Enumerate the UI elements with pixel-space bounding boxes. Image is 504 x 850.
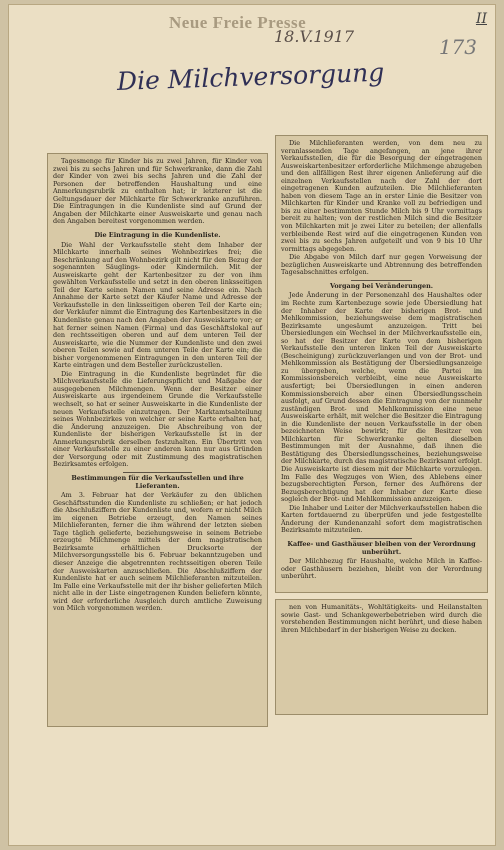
archive-sheet xyxy=(8,4,496,846)
left-paragraph: Die Wahl der Verkaufsstelle steht dem Inhaber der Milchkarte innerhalb seines Wohnbezirkes frei; die Beschränkung auf den Wohnbezirk gilt nicht für den Bezug der sogenannten Säuglings- oder Kindermilch. Mit der Ausweiskarte geht der Kartenbesitzer zu der von ihm gewählten Verkaufsstelle und setzt in den oberen linksseitigen Teil der Karte seinen Namen und seine Adresse ein. Nach Annahme der Karte setzt der Käufer Name und Adresse der Verkaufsstelle in den linksseitigen oberen Teil der Karte ein; der Verkäufer nimmt die Eintragung des Kartenbesitzers in die Kundenliste genau nach den Angaben der Ausweiskarte vor; er hat ferner seinen Namen (Firma) und das Geschäftslokal auf den rechtsseitigen oberen und auf dem unteren Teil der Ausweiskarte, wie die Nummer der Kundenliste und den zwei oberen Teilen sowie auf dem unteren Teile der Karte ein; die bisher vorgenommenen Eintragungen in den unteren Teil der Karte eintragen und dem Besteller zurückzustellen. xyxy=(53,240,262,370)
left-paragraph: Die Eintragung in die Kundenliste begründet für die Milchverkaufsstelle die Lieferungspflicht und Maßgabe der ausgegebenen Milchmengen. Wenn der Besitzer einer Ausweiskarte aus irgendeinem Grunde die Verkaufsstelle wechselt, so hat er seiner Ausweiskarte in die Kundenliste der neuen Verkaufsstelle einzutragen. Der Marktamtsabteilung seines Wohnbezirkes von welcher er seine Karte erhalten hat, die Änderung anzuzeigen. Die Abschreibung von der Kundenliste der bisherigen Verkaufsstelle ist in der Anmerkungsrubrik derselben festzuhalten. Ein Übertritt von einer Verkaufsstelle zu einer anderen kann nur aus Gründen der Versorgung oder mit Zustimmung des magistratischen Bezirksamtes erfolgen. xyxy=(53,369,262,469)
right-paragraph: Der Milchbezug für Haushalte, welche Milch in Kaffee- oder Gasthäusern beziehen, bleibt von der Verordnung unberührt. xyxy=(281,557,482,581)
right-heading-2: Kaffee- und Gasthäuser bleiben von der Verordnung unberührt. xyxy=(287,539,476,556)
roman-numeral-mark: II xyxy=(475,11,487,27)
left-column-text xyxy=(48,154,267,618)
divider xyxy=(123,229,192,230)
bottom-clip-text xyxy=(276,600,487,639)
divider xyxy=(351,280,412,281)
right-column-text xyxy=(276,136,487,586)
bottom-paragraph: nen von Humanitäts-, Wohltätigkeits- und Heilanstalten sowie Gast- und Schankgewerbebetrieben wird durch die vorstehenden Bestimmungen nicht berührt, und diese haben ihren Milchbedarf in der bisherigen Weise zu decken. xyxy=(281,603,482,634)
left-heading-1: Die Eintragung in die Kundenliste. xyxy=(94,230,221,239)
newspaper-masthead: Neue Freie Presse xyxy=(169,13,307,32)
left-paragraph: Am 3. Februar hat der Verkäufer zu den üblichen Geschäftsstunden die Kundenliste zu schließen; er hat jedoch die Abschlußziffern der Kundenliste und, wofern er nicht Milch im eigenen Betriebe erzeugt, den Namen seines Milchlieferanten, ferner die ihm während der letzten sieben Tage täglich gelieferte, beziehungsweise in seinem Betriebe erzeugte Milchmenge mittels der dem magistratischen Bezirksamte erhältlichen Drucksorte der Milchversorgungsstelle bis 6. Februar bekanntzugeben und dieser Anzeige die abgetrennten rechtsseitigen oberen Teile der Ausweiskarten anzuschließen. Die Abschlußziffern der Kundenliste hat er auch seinem Milchlieferanten mitzuteilen. Im Falle eine Verkaufsstelle mit der ihr bisher gelieferten Milch nicht alle in der Liste eingetragenen Kunden beliefern könnte, wird der erforderliche Ausgleich durch amtliche Zuweisung von Milch vorgenommen werden. xyxy=(53,491,262,613)
right-paragraph: Jede Änderung in der Personenzahl des Haushaltes oder im Rechte zum Kartenbezuge sowie jede Übersiedlung hat der Inhaber der Karte der bisherigen Brot- und Mehlkommission, beziehungsweise dem magistratischen Bezirksamte ungesäumt anzuzeigen. Tritt bei Übersiedlungen ein Wechsel in der Milchverkaufsstelle ein, so hat der Besitzer der Karte von dem bisherigen Verkaufsstelle den unteren linken Teil der Ausweiskarte (Bescheinigung) zurückzuverlangen und von der Brot- und Mehlkommission als Bestätigung der Übersiedlungsanzeige zu übergeben, welche, wenn die Partei im Kommissionsbereich verbleibt, eine neue Ausweiskarte ausfertigt; bei Übersiedlungen in einen anderen Kommissionsbereich aber einen Übersiedlungsschein ausfolgt, auf Grund dessen die Eintragung von der nunmehr zuständigen Brot- und Mehlkommission eine neue Ausweiskarte erhält, mit welcher die Besitzer die Eintragung in die Kundenliste der neuen Verkaufsstelle in der oben bezeichneten Weise bewirkt; für die Besitzer von Milchkarten für Schwerkranke gelten dieselben Bestimmungen mit der Ausnahme, daß ihnen die Bestätigung des Übersiedlungsscheines, beziehungsweise der Milchkarte, durch das magistratische Bezirksamt erfolgt. Die Ausweiskarte ist diesem mit der Milchkarte vorzulegen. Im Falle des Wegzuges von Wien, des Ablebens einer bezugsberechtigten Person, ferner des Aufhörens der Bezugsberechtigung hat der Inhaber der Karte diese sogleich der Brot- und Mehlkommission anzuzeigen. xyxy=(281,291,482,504)
handwritten-title: Die Milchversorgung xyxy=(116,57,385,96)
handwritten-date: 18.V.1917 xyxy=(274,27,355,46)
right-paragraph: Die Inhaber und Leiter der Milchverkaufsstellen haben die Karten fortdauernd zu überprüfen und jede festgestellte Änderung der Kundenanzahl sofort dem magistratischen Bezirksamte mitzuteilen. xyxy=(281,503,482,535)
clipping-left xyxy=(47,153,268,727)
left-heading-2: Bestimmungen für die Verkaufsstellen und ihre Lieferanten. xyxy=(71,473,244,490)
folio-number: 173 xyxy=(438,35,477,59)
right-heading-1: Vorgang bei Veränderungen. xyxy=(329,281,434,290)
divider xyxy=(123,472,192,473)
right-paragraph: Die Abgabe von Milch darf nur gegen Vorweisung der bezüglichen Ausweiskarte und Abtrennung des betreffenden Tagesabschnittes erfolgen. xyxy=(281,253,482,277)
right-paragraph: Die Milchlieferanten werden, von dem neu zu veranlassenden Tage angefangen, an jene ihrer Verkaufsstellen, die für die Besorgung der eingetragenen Ausweiskartenbesitzer erforderliche Milchmenge abzugeben und den allfälligen Rest ihrer eigenen Anlieferung auf die einzelnen Verkaufsstellen nach der Zahl der dort eingetragenen Kunden aufzuteilen. Die Milchlieferanten haben von diesem Tage an in erster Linie die Besitzer von Milchkarten für Kinder und Kranke voll zu befriedigen und bis zu einer bestimmten Stunde Milch bis 9 Uhr vormittags bereit zu halten; von der restlichen Milch sind die Besitzer von Milchkarten mit je zwei Liter zu beteilen; der allenfalls verbleibende Rest wird auf die eingetragenen Kunden von zwei bis zu sechs Jahren aufgeteilt und von 9 bis 10 Uhr vormittags abgegeben. xyxy=(281,139,482,253)
clipping-bottom xyxy=(275,599,488,715)
divider xyxy=(351,538,412,539)
left-intro-paragraph: Tagesmenge für Kinder bis zu zwei Jahren, für Kinder von zwei bis zu sechs Jahren und für Schwerkranke, dann die Zahl der Kinder von zwei bis sechs Jahren und die Zahl der Personen der betreffenden Haushaltung und eine Anmerkungsrubrik zu enthalten hat; ir letzterer ist die Geltungsdauer der Milchkarte für Schwerkranke anzuführen. Die Eintragungen in die Kundenliste sind auf Grund der Angaben der Milchkarte einer Ausweiskarte und genau nach den Angaben bereitest vorgenommen werden. xyxy=(53,157,262,226)
clipping-right xyxy=(275,135,488,593)
